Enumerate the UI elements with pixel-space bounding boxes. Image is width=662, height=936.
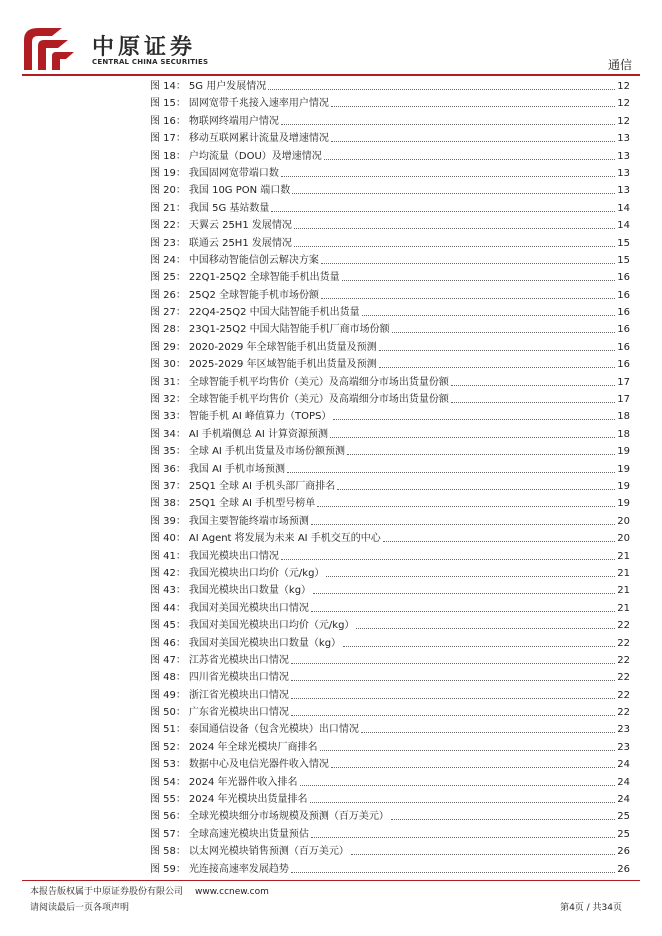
toc-entry-label: 图 34： — [150, 428, 186, 440]
toc-entry-title: AI 手机端侧总 AI 计算资源预测 — [188, 428, 329, 440]
toc-entry-page: 19 — [617, 446, 630, 458]
toc-leader-dots — [294, 235, 615, 247]
toc-entry-title: 我国对美国光模块出口数量（kg） — [188, 637, 342, 649]
toc-leader-dots — [342, 269, 616, 281]
toc-entry-page: 25 — [617, 828, 630, 840]
toc-entry[interactable] — [150, 635, 630, 652]
toc-leader-dots — [311, 600, 615, 612]
sector-label: 通信 — [607, 58, 632, 72]
toc-entry-label: 图 44： — [150, 602, 186, 614]
toc-entry-page: 16 — [617, 307, 630, 319]
toc-entry-title: 中国移动智能信创云解决方案 — [188, 254, 319, 266]
toc-entry-title: 我国固网宽带端口数 — [188, 167, 279, 179]
toc-entry-page: 20 — [617, 533, 630, 545]
toc-entry[interactable] — [150, 739, 630, 756]
toc-leader-dots — [451, 391, 615, 403]
toc-leader-dots — [294, 217, 615, 229]
toc-leader-dots — [271, 200, 615, 212]
toc-entry[interactable] — [150, 495, 630, 512]
toc-entry-page: 21 — [617, 602, 630, 614]
toc-entry-page: 13 — [617, 167, 630, 179]
toc-entry-title: 2024 年全球光模块厂商排名 — [188, 741, 318, 753]
toc-entry[interactable] — [150, 408, 630, 425]
toc-leader-dots — [300, 774, 616, 786]
toc-entry-page: 22 — [617, 672, 630, 684]
toc-entry-page: 15 — [617, 254, 630, 266]
toc-entry-label: 图 27： — [150, 307, 186, 319]
toc-entry-title: 光连接高速率发展趋势 — [188, 863, 289, 875]
toc-entry[interactable] — [150, 217, 630, 234]
toc-entry-label: 图 45： — [150, 620, 186, 632]
toc-entry-label: 图 21： — [150, 202, 186, 214]
toc-leader-dots — [287, 461, 615, 473]
toc-entry-title: 2020-2029 年全球智能手机出货量及预测 — [188, 341, 377, 353]
toc-entry-label: 图 58： — [150, 846, 186, 858]
toc-entry-title: 浙江省光模块出口情况 — [188, 689, 289, 701]
toc-entry-page: 24 — [617, 759, 630, 771]
footer-notice — [30, 884, 269, 916]
toc-entry-page: 12 — [617, 81, 630, 92]
toc-entry-label: 图 24： — [150, 254, 186, 266]
toc-leader-dots — [383, 530, 615, 542]
toc-entry[interactable] — [150, 374, 630, 391]
toc-entry[interactable] — [150, 600, 630, 617]
toc-entry-page: 22 — [617, 637, 630, 649]
toc-entry[interactable] — [150, 461, 630, 478]
toc-entry-page: 21 — [617, 585, 630, 597]
toc-entry-label: 图 36： — [150, 463, 186, 475]
toc-entry[interactable] — [150, 652, 630, 669]
footer-url-link[interactable]: www.ccnew.com — [195, 887, 269, 897]
toc-entry-page: 16 — [617, 341, 630, 353]
toc-entry-label: 图 49： — [150, 689, 186, 701]
toc-entry-label: 图 15： — [150, 98, 186, 110]
toc-entry[interactable] — [150, 356, 630, 373]
toc-entry-page: 16 — [617, 289, 630, 301]
toc-entry[interactable] — [150, 391, 630, 408]
toc-entry[interactable] — [150, 95, 630, 112]
toc-entry-page: 22 — [617, 620, 630, 632]
toc-entry-title: 25Q1 全球 AI 手机型号榜单 — [188, 498, 316, 510]
brand-name-en: CENTRAL CHINA SECURITIES — [92, 58, 209, 66]
toc-entry-label: 图 23： — [150, 237, 186, 249]
toc-entry-title: 我国主要智能终端市场预测 — [188, 515, 309, 527]
toc-entry-title: 广东省光模块出口情况 — [188, 707, 289, 719]
toc-leader-dots — [333, 408, 615, 420]
toc-entry[interactable] — [150, 582, 630, 599]
toc-leader-dots — [351, 843, 615, 855]
toc-entry-title: 我国光模块出口均价（元/kg） — [188, 567, 325, 579]
toc-leader-dots — [281, 548, 615, 560]
toc-entry-label: 图 18： — [150, 150, 186, 162]
toc-entry-label: 图 30： — [150, 359, 186, 371]
toc-entry-page: 20 — [617, 515, 630, 527]
toc-leader-dots — [291, 669, 615, 681]
toc-leader-dots — [379, 339, 616, 351]
toc-entry[interactable] — [150, 617, 630, 634]
toc-entry-title: 2024 年光模块出货量排名 — [188, 794, 308, 806]
toc-leader-dots — [392, 321, 616, 333]
toc-entry-title: 全球光模块细分市场规模及预测（百万美元） — [188, 811, 389, 823]
toc-leader-dots — [324, 148, 615, 160]
toc-entry-title: 我国对美国光模块出口均价（元/kg） — [188, 620, 355, 632]
toc-entry[interactable] — [150, 287, 630, 304]
toc-entry-page: 16 — [617, 324, 630, 336]
toc-entry-label: 图 29： — [150, 341, 186, 353]
toc-entry[interactable] — [150, 443, 630, 460]
toc-entry-title: 22Q4-25Q2 中国大陆智能手机出货量 — [188, 307, 360, 319]
toc-entry-page: 22 — [617, 654, 630, 666]
toc-entry[interactable] — [150, 808, 630, 825]
toc-entry-title: 5G 用户发展情况 — [188, 81, 267, 92]
toc-entry-title: 以太网光模块销售预测（百万美元） — [188, 846, 349, 858]
toc-entry[interactable] — [150, 565, 630, 582]
toc-leader-dots — [291, 861, 615, 873]
toc-leader-dots — [317, 495, 615, 507]
toc-entry[interactable] — [150, 861, 630, 878]
toc-entry-title: 智能手机 AI 峰值算力（TOPS） — [188, 411, 332, 423]
toc-entry-page: 19 — [617, 480, 630, 492]
toc-entry-page: 21 — [617, 550, 630, 562]
toc-entry[interactable] — [150, 182, 630, 199]
toc-entry-title: 我国光模块出口数量（kg） — [188, 585, 312, 597]
toc-entry-page: 23 — [617, 741, 630, 753]
toc-entry-page: 25 — [617, 811, 630, 823]
toc-entry-page: 26 — [617, 863, 630, 875]
toc-entry[interactable] — [150, 478, 630, 495]
toc-entry-label: 图 19： — [150, 167, 186, 179]
footer-disclaimer: 请阅读最后一页各项声明 — [30, 903, 130, 913]
toc-entry-page: 12 — [617, 98, 630, 110]
toc-leader-dots — [331, 130, 615, 142]
toc-entry-title: 我国光模块出口情况 — [188, 550, 279, 562]
toc-entry-page: 16 — [617, 272, 630, 284]
toc-entry[interactable] — [150, 165, 630, 182]
toc-entry[interactable] — [150, 200, 630, 217]
toc-leader-dots — [281, 113, 615, 125]
toc-entry[interactable] — [150, 235, 630, 252]
toc-entry[interactable] — [150, 148, 630, 165]
toc-entry-title: 我国 10G PON 端口数 — [188, 185, 291, 197]
toc-leader-dots — [291, 704, 615, 716]
toc-entry[interactable] — [150, 774, 630, 791]
toc-entry-title: 2024 年光器件收入排名 — [188, 776, 298, 788]
toc-entry[interactable] — [150, 548, 630, 565]
toc-entry-page: 24 — [617, 794, 630, 806]
toc-entry-title: 移动互联网累计流量及增速情况 — [188, 133, 329, 145]
toc-entry-label: 图 47： — [150, 654, 186, 666]
brand-name-cn: 中原证券 — [92, 34, 197, 60]
toc-entry-page: 19 — [617, 498, 630, 510]
toc-entry-label: 图 43： — [150, 585, 186, 597]
toc-leader-dots — [347, 443, 615, 455]
toc-entry-title: 25Q1 全球 AI 手机头部厂商排名 — [188, 480, 336, 492]
toc-entry-title: 2025-2029 年区域智能手机出货量及预测 — [188, 359, 377, 371]
toc-entry-title: 全球高速光模块出货量预估 — [188, 828, 309, 840]
toc-entry-page: 24 — [617, 776, 630, 788]
toc-leader-dots — [331, 756, 615, 768]
toc-entry-label: 图 32： — [150, 394, 186, 406]
toc-entry-label: 图 28： — [150, 324, 186, 336]
toc-entry-page: 14 — [617, 220, 630, 232]
page-number: 第4页 / 共34页 — [560, 903, 622, 913]
toc-leader-dots — [313, 582, 615, 594]
toc-entry-title: 泰国通信设备（包含光模块）出口情况 — [188, 724, 359, 736]
toc-entry-page: 22 — [617, 689, 630, 701]
toc-entry-page: 13 — [617, 185, 630, 197]
toc-entry-label: 图 17： — [150, 133, 186, 145]
toc-entry[interactable] — [150, 426, 630, 443]
figure-list — [150, 78, 630, 878]
toc-entry-title: 25Q2 全球智能手机市场份额 — [188, 289, 320, 301]
toc-entry-label: 图 16： — [150, 115, 186, 127]
toc-entry-page: 15 — [617, 237, 630, 249]
toc-entry-label: 图 41： — [150, 550, 186, 562]
toc-entry-label: 图 55： — [150, 794, 186, 806]
toc-entry-title: 22Q1-25Q2 全球智能手机出货量 — [188, 272, 340, 284]
toc-entry-label: 图 31： — [150, 376, 186, 388]
toc-entry-label: 图 39： — [150, 515, 186, 527]
toc-entry-label: 图 37： — [150, 480, 186, 492]
page-header — [0, 0, 662, 80]
toc-entry[interactable] — [150, 304, 630, 321]
toc-leader-dots — [331, 95, 615, 107]
toc-leader-dots — [451, 374, 615, 386]
toc-entry-title: 数据中心及电信光器件收入情况 — [188, 759, 329, 771]
toc-leader-dots — [291, 687, 615, 699]
toc-leader-dots — [310, 791, 616, 803]
toc-entry-page: 12 — [617, 115, 630, 127]
toc-entry-label: 图 20： — [150, 185, 186, 197]
toc-entry-label: 图 33： — [150, 411, 186, 423]
toc-leader-dots — [362, 304, 616, 316]
toc-entry[interactable] — [150, 791, 630, 808]
toc-leader-dots — [379, 356, 616, 368]
toc-leader-dots — [321, 252, 615, 264]
toc-leader-dots — [326, 565, 615, 577]
footer-divider — [22, 880, 640, 881]
toc-leader-dots — [320, 739, 616, 751]
toc-entry[interactable] — [150, 113, 630, 130]
toc-entry-title: AI Agent 将发展为未来 AI 手机交互的中心 — [188, 533, 381, 545]
toc-entry-page: 17 — [617, 376, 630, 388]
toc-leader-dots — [268, 78, 615, 90]
toc-entry-title: 天翼云 25H1 发展情况 — [188, 220, 292, 232]
toc-entry-page: 19 — [617, 463, 630, 475]
toc-entry[interactable] — [150, 530, 630, 547]
toc-entry-label: 图 26： — [150, 289, 186, 301]
toc-entry[interactable] — [150, 687, 630, 704]
toc-entry-page: 13 — [617, 133, 630, 145]
toc-entry-page: 13 — [617, 150, 630, 162]
toc-entry-label: 图 53： — [150, 759, 186, 771]
footer-copyright: 本报告版权属于中原证券股份有限公司 — [30, 887, 184, 897]
toc-entry-page: 17 — [617, 394, 630, 406]
toc-entry[interactable] — [150, 78, 630, 95]
toc-entry[interactable] — [150, 756, 630, 773]
toc-entry-title: 全球智能手机平均售价（美元）及高端细分市场出货量份额 — [188, 376, 449, 388]
toc-leader-dots — [356, 617, 615, 629]
toc-entry-label: 图 22： — [150, 220, 186, 232]
toc-entry-label: 图 54： — [150, 776, 186, 788]
toc-leader-dots — [391, 808, 615, 820]
toc-entry-title: 固网宽带千兆接入速率用户情况 — [188, 98, 329, 110]
toc-entry-label: 图 52： — [150, 741, 186, 753]
toc-entry-label: 图 25： — [150, 272, 186, 284]
toc-entry-label: 图 48： — [150, 672, 186, 684]
toc-leader-dots — [361, 721, 615, 733]
toc-entry-title: 户均流量（DOU）及增速情况 — [188, 150, 322, 162]
toc-entry-label: 图 42： — [150, 567, 186, 579]
toc-entry-label: 图 56： — [150, 811, 186, 823]
toc-entry[interactable] — [150, 843, 630, 860]
toc-entry-label: 图 46： — [150, 637, 186, 649]
toc-entry-title: 江苏省光模块出口情况 — [188, 654, 289, 666]
toc-entry-page: 16 — [617, 359, 630, 371]
toc-entry[interactable] — [150, 339, 630, 356]
toc-leader-dots — [311, 826, 615, 838]
toc-entry[interactable] — [150, 252, 630, 269]
company-logo-icon — [22, 26, 82, 70]
toc-entry-label: 图 14： — [150, 81, 186, 92]
toc-entry-label: 图 59： — [150, 863, 186, 875]
toc-entry-label: 图 50： — [150, 707, 186, 719]
toc-leader-dots — [321, 287, 615, 299]
toc-entry-label: 图 35： — [150, 446, 186, 458]
toc-entry[interactable] — [150, 321, 630, 338]
toc-entry-title: 23Q1-25Q2 中国大陆智能手机厂商市场份额 — [188, 324, 390, 336]
toc-entry-title: 四川省光模块出口情况 — [188, 672, 289, 684]
toc-entry-title: 全球 AI 手机出货量及市场份额预测 — [188, 446, 346, 458]
toc-leader-dots — [291, 652, 615, 664]
toc-leader-dots — [292, 182, 615, 194]
toc-entry-title: 我国 5G 基站数量 — [188, 202, 270, 214]
toc-entry-page: 21 — [617, 567, 630, 579]
toc-entry[interactable] — [150, 130, 630, 147]
toc-entry[interactable] — [150, 721, 630, 738]
toc-leader-dots — [343, 635, 615, 647]
toc-entry[interactable] — [150, 513, 630, 530]
toc-entry-page: 18 — [617, 428, 630, 440]
toc-entry[interactable] — [150, 269, 630, 286]
toc-entry-page: 22 — [617, 707, 630, 719]
toc-entry-page: 18 — [617, 411, 630, 423]
toc-leader-dots — [281, 165, 615, 177]
toc-leader-dots — [311, 513, 615, 525]
toc-entry-page: 23 — [617, 724, 630, 736]
toc-leader-dots — [337, 478, 615, 490]
toc-entry-page: 14 — [617, 202, 630, 214]
toc-entry[interactable] — [150, 704, 630, 721]
toc-entry-page: 26 — [617, 846, 630, 858]
toc-leader-dots — [330, 426, 615, 438]
toc-entry-label: 图 51： — [150, 724, 186, 736]
toc-entry-label: 图 57： — [150, 828, 186, 840]
toc-entry[interactable] — [150, 826, 630, 843]
toc-entry-title: 全球智能手机平均售价（美元）及高端细分市场出货量份额 — [188, 394, 449, 406]
toc-entry-title: 物联网终端用户情况 — [188, 115, 279, 127]
header-divider — [22, 74, 640, 76]
toc-entry-label: 图 40： — [150, 533, 186, 545]
toc-entry-label: 图 38： — [150, 498, 186, 510]
toc-entry-title: 我国 AI 手机市场预测 — [188, 463, 286, 475]
toc-entry-title: 联通云 25H1 发展情况 — [188, 237, 292, 249]
toc-entry[interactable] — [150, 669, 630, 686]
toc-entry-title: 我国对美国光模块出口情况 — [188, 602, 309, 614]
